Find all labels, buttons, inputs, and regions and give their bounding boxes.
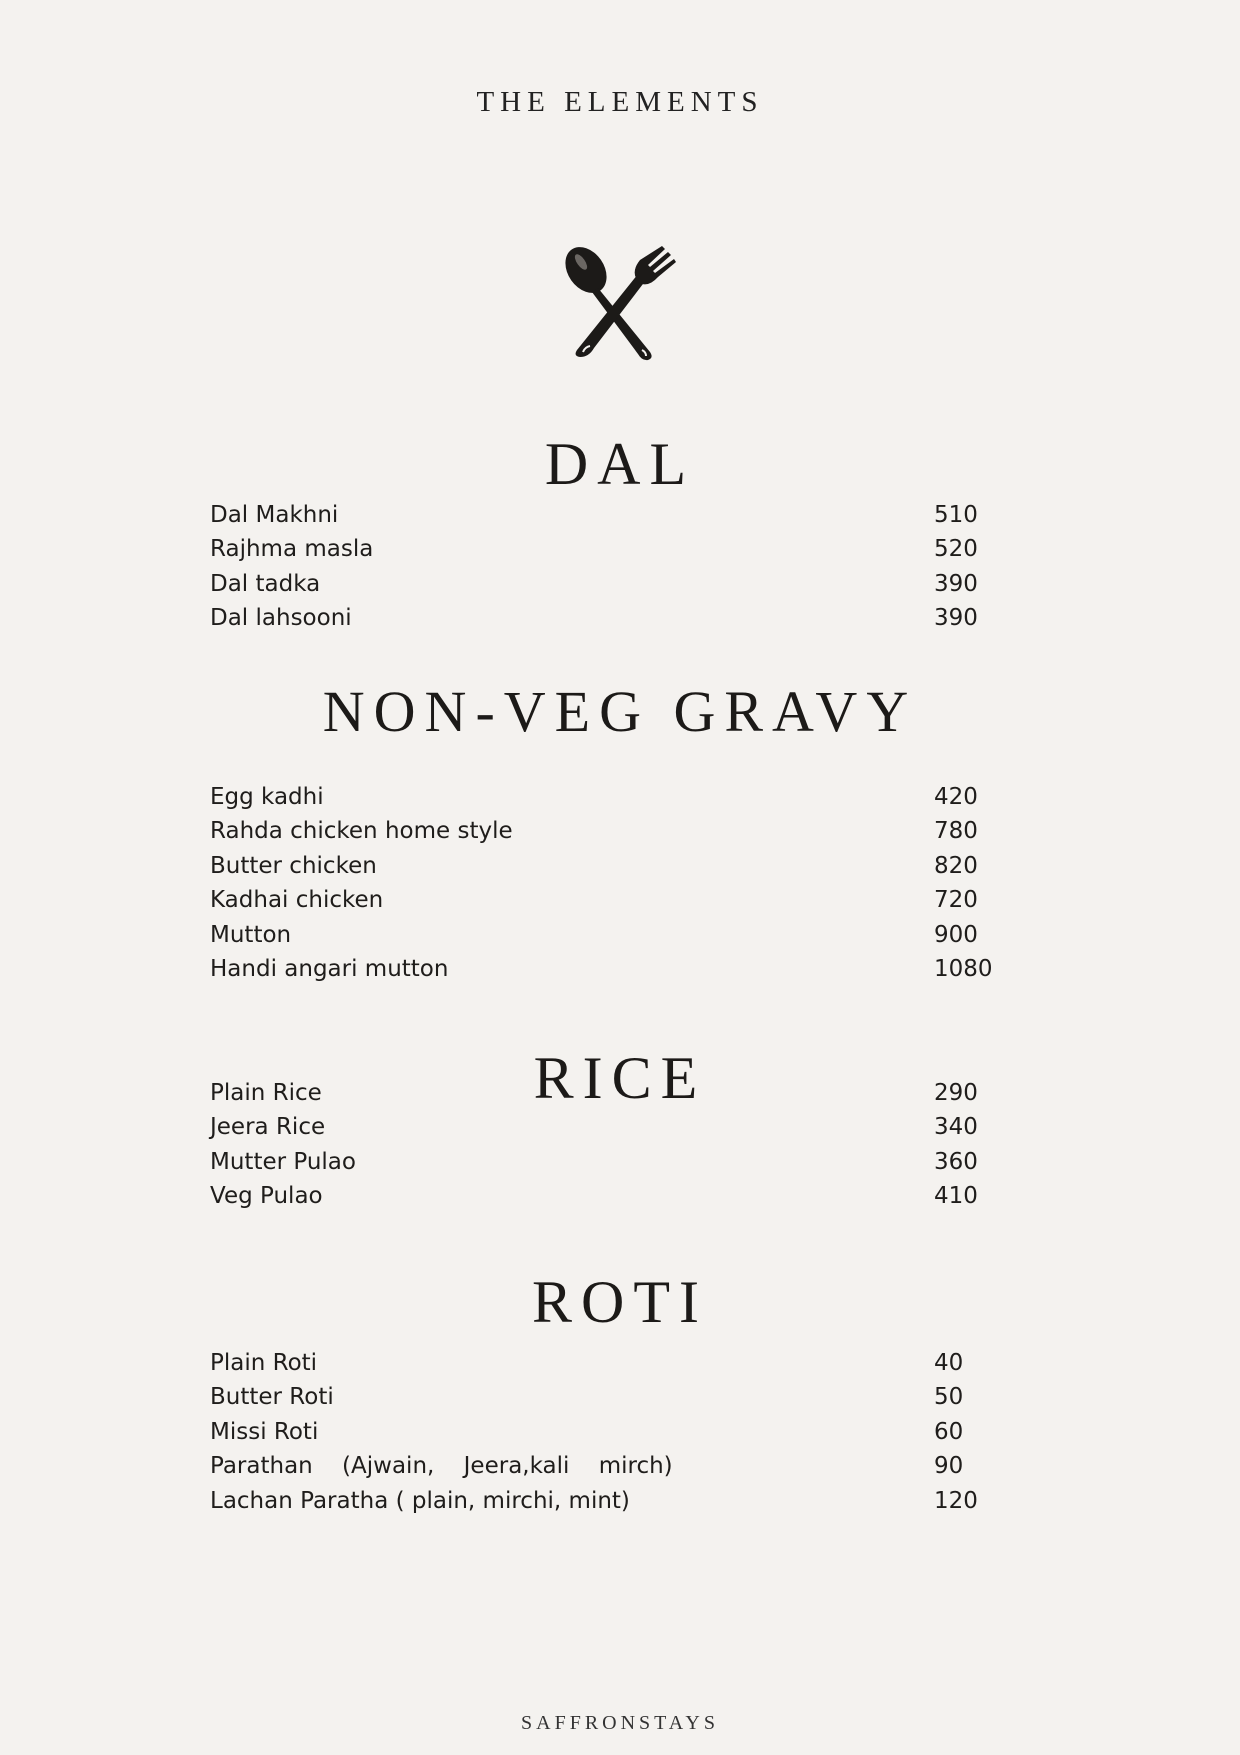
menu-item bbox=[210, 922, 1010, 956]
item-name: Veg Pulao bbox=[210, 1183, 323, 1210]
footer-brand: SAFFRONSTAYS bbox=[521, 1712, 719, 1734]
item-name: Rajhma masla bbox=[210, 536, 374, 563]
menu-item bbox=[210, 1453, 1010, 1487]
non-veg-gravy-item-list bbox=[210, 784, 1010, 990]
section-title-rice: RICE bbox=[533, 1045, 707, 1111]
item-price: 40 bbox=[934, 1350, 964, 1376]
menu-item bbox=[210, 818, 1010, 852]
menu-item bbox=[210, 1419, 1010, 1453]
item-name: Butter chicken bbox=[210, 852, 377, 879]
item-price: 1080 bbox=[934, 955, 993, 982]
item-name: Egg kadhi bbox=[210, 784, 324, 810]
menu-item bbox=[210, 853, 1010, 887]
item-name: Rahda chicken home style bbox=[210, 818, 513, 845]
menu-item bbox=[210, 1183, 1010, 1217]
item-name: Missi Roti bbox=[210, 1418, 319, 1445]
item-price: 50 bbox=[934, 1384, 964, 1411]
item-name: Dal lahsooni bbox=[210, 605, 352, 632]
menu-item bbox=[210, 1080, 1010, 1114]
item-price: 60 bbox=[934, 1418, 964, 1445]
item-name: Jeera Rice bbox=[210, 1114, 326, 1141]
section-title-dal: DAL bbox=[544, 431, 696, 497]
item-price: 520 bbox=[934, 536, 978, 563]
menu-item bbox=[210, 502, 1010, 536]
menu-item bbox=[210, 784, 1010, 818]
roti-item-list bbox=[210, 1350, 1010, 1522]
item-price: 390 bbox=[934, 605, 978, 632]
menu-item bbox=[210, 605, 1010, 639]
item-price: 820 bbox=[934, 852, 978, 879]
item-name: Butter Roti bbox=[210, 1384, 334, 1411]
item-name: Mutter Pulao bbox=[210, 1148, 356, 1175]
item-name: Dal tadka bbox=[210, 570, 321, 597]
menu-item bbox=[210, 1149, 1010, 1183]
menu-item bbox=[210, 536, 1010, 570]
item-price: 390 bbox=[934, 570, 978, 597]
item-name: Parathan (Ajwain, Jeera,kali mirch) bbox=[210, 1453, 673, 1480]
item-price: 410 bbox=[934, 1183, 978, 1210]
menu-item bbox=[210, 1350, 1010, 1384]
spoon-and-fork-icon bbox=[558, 240, 688, 365]
item-price: 290 bbox=[934, 1080, 978, 1106]
item-price: 780 bbox=[934, 818, 978, 845]
item-price: 90 bbox=[934, 1453, 964, 1480]
item-name: Handi angari mutton bbox=[210, 955, 449, 982]
item-price: 510 bbox=[934, 502, 978, 528]
item-price: 120 bbox=[934, 1487, 978, 1514]
brand-title: THE ELEMENTS bbox=[476, 86, 764, 118]
item-price: 360 bbox=[934, 1148, 978, 1175]
dal-item-list bbox=[210, 502, 1010, 640]
menu-item bbox=[210, 956, 1010, 990]
menu-item bbox=[210, 571, 1010, 605]
rice-item-list bbox=[210, 1080, 1010, 1218]
menu-item bbox=[210, 1114, 1010, 1148]
menu-item bbox=[210, 1488, 1010, 1522]
item-name: Kadhai chicken bbox=[210, 887, 384, 914]
item-price: 900 bbox=[934, 921, 978, 948]
item-price: 420 bbox=[934, 784, 978, 810]
menu-item bbox=[210, 887, 1010, 921]
section-title-non-veg-gravy: NON-VEG GRAVY bbox=[322, 679, 918, 744]
item-name: Lachan Paratha ( plain, mirchi, mint) bbox=[210, 1487, 630, 1514]
item-name: Mutton bbox=[210, 921, 292, 948]
item-name: Plain Roti bbox=[210, 1350, 318, 1376]
item-name: Dal Makhni bbox=[210, 502, 339, 528]
item-price: 340 bbox=[934, 1114, 978, 1141]
item-price: 720 bbox=[934, 887, 978, 914]
section-title-roti: ROTI bbox=[532, 1269, 708, 1335]
menu-item bbox=[210, 1384, 1010, 1418]
item-name: Plain Rice bbox=[210, 1080, 322, 1106]
